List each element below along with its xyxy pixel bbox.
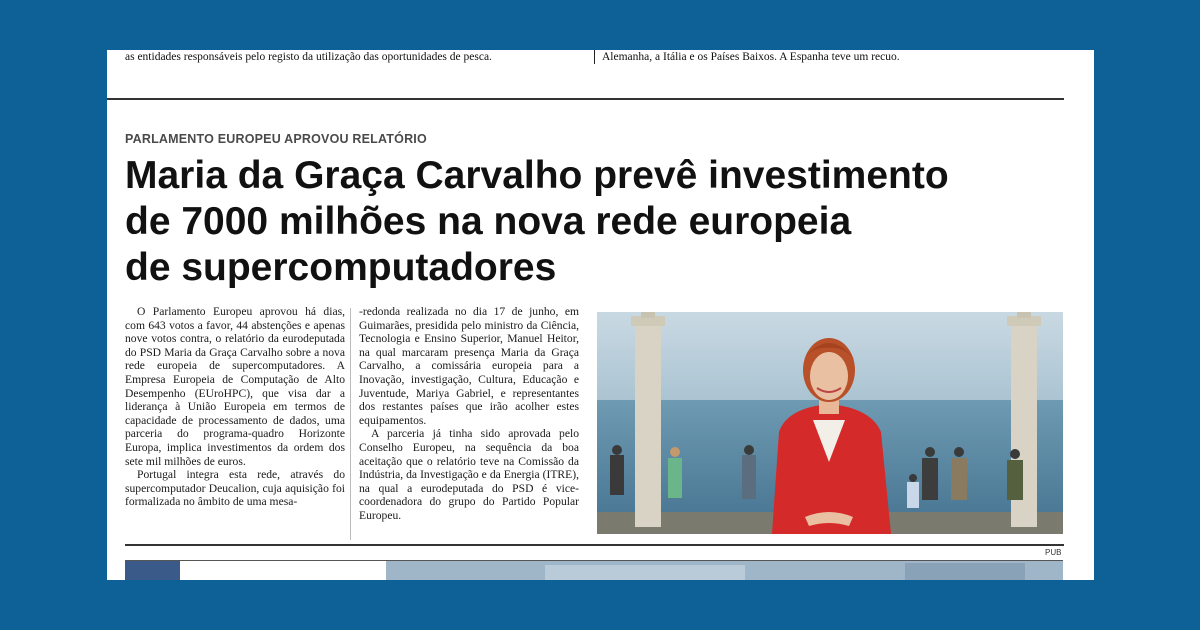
body-paragraph: O Parlamento Europeu aprovou há dias, com 643 votos a favor, 44 abstenções e apenas nove votos contra, o relatório da eurodeputada do PSD Maria da Graça Carvalho sobre a nova rede europeia de supercomputadores. A Empresa Europeia de Computação de Alto Desempenho (EUroHPC), que visa dar a liderança à União Europeia em termos de capacidade de processamento de dados, uma parceria do programa-quadro Horizonte Europa, implica investimentos da ordem dos sete mil milhões de euros. [125,305,345,468]
headline-line: de 7000 milhões na nova rede europeia [125,200,852,243]
previous-article-left-line: as entidades responsáveis pelo registo da utilização das oportunidades de pesca. [125,51,492,63]
previous-article-right-line: Alemanha, a Itália e os Países Baixos. A Espanha teve um recuo. [602,51,900,63]
article-column-2 [359,305,579,523]
article-kicker: PARLAMENTO EUROPEU APROVOU RELATÓRIO [125,132,427,146]
column-divider [350,308,351,540]
newspaper-page [107,50,1094,580]
section-divider [107,98,1064,100]
section-divider [125,544,1064,546]
headline-line: de supercomputadores [125,246,557,289]
article-photo [597,312,1063,534]
article-headline [125,153,1075,291]
advertisement-label: PUB [1045,548,1062,557]
body-paragraph: Portugal integra esta rede, através do supercomputador Deucalion, cuja aquisição foi formalizada no âmbito de uma mesa- [125,468,345,509]
headline-line: Maria da Graça Carvalho prevê investimento [125,154,949,197]
advertisement-strip [125,560,1063,580]
column-separator [594,50,595,64]
body-paragraph: -redonda realizada no dia 17 de junho, em Guimarães, presidida pelo ministro da Ciência, Tecnologia e Ensino Superior, Manuel Heitor, na qual marcaram presença Maria da Graça Carvalho, a comissária europeia para a Inovação, investigação, Cultura, Educação e Juventude, Mariya Gabriel, e representantes dos restantes países que irão acolher estes equipamentos. [359,305,579,427]
body-paragraph: A parceria já tinha sido aprovada pelo Conselho Europeu, na sequência da boa aceitação que o relatório teve na Comissão da Indústria, da Investigação e da Energia (ITRE), na qual a eurodeputada do PSD é vice-coordenadora do grupo do Partido Popular Europeu. [359,427,579,522]
article-column-1 [125,305,345,509]
